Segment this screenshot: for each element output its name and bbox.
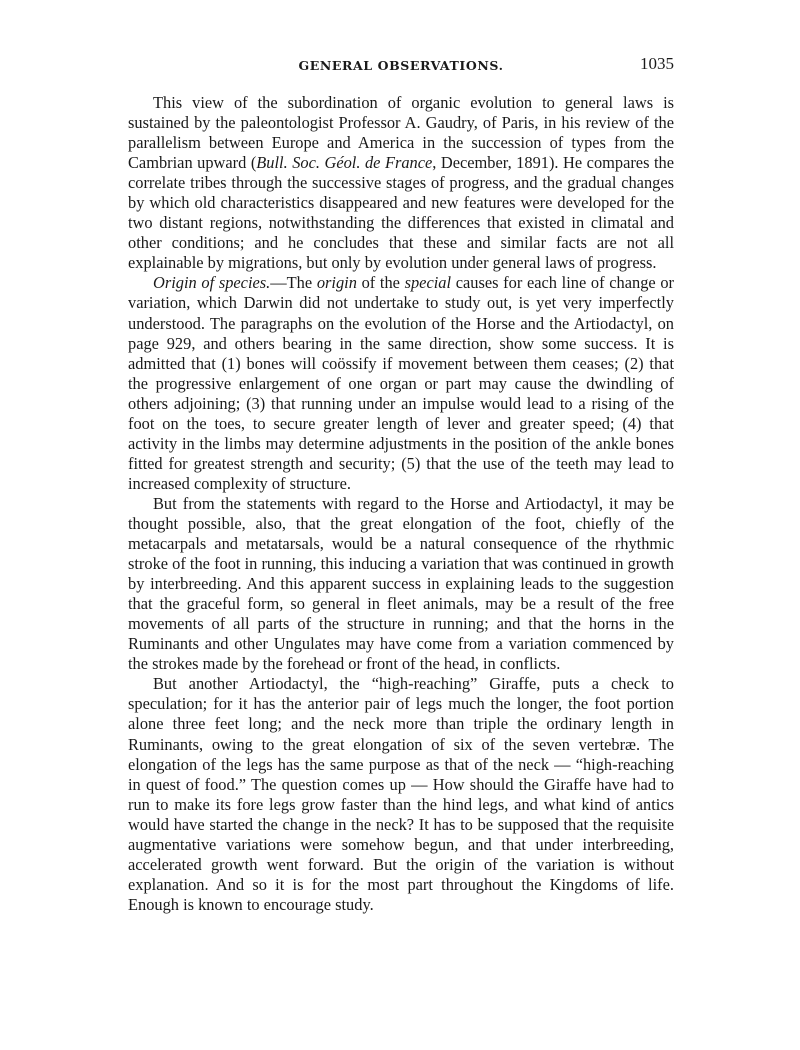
emphasis-special: special (404, 273, 452, 293)
text-segment: causes for each line of change or variation, which Darwin did not undertake to study out, is yet very imperfectly understood. The paragraphs on the evolution of the Horse and the Artiodactyl, on page 929, and others bearing in the same direction, show some success. It is admitted that (1) bones will coössify if movement between them ceases; (2) that the progressive enlargement of one organ or part may cause the dwindling of others adjoining; (3) that running under an impulse would lead to a rising of the foot on the toes, to secure greater length of lever and greater speed; (4) that activity in the limbs may determine adjustments in the position of the ankle bones fitted for greatest strength and security; (5) that the use of the teeth may lead to increased complexity of structure. (128, 273, 674, 493)
emphasis-origin: origin (316, 273, 357, 293)
text-segment: But from the statements with regard to the Horse and Artiodactyl, it may be thought possible, also, that the great elongation of the foot, chiefly of the metacarpals and metatarsals, would be a natural consequence of the rhythmic stroke of the foot in running, this inducing a variation that was continued in growth by interbreeding. And this apparent success in explaining leads to the suggestion that the graceful form, so general in fleet animals, may be a result of the free movements of all parts of the structure in running; and that the horns in the Ruminants and other Ungulates may have come from a variation commenced by the strokes made by the forehead or front of the head, in conflicts. (128, 493, 674, 674)
paragraph-origin-of-species (128, 273, 674, 494)
text-segment: —The (270, 273, 317, 293)
paragraph-gaudry (128, 93, 674, 273)
body-text (128, 93, 674, 915)
section-run-in-heading: Origin of species. (153, 273, 271, 293)
text-segment: But another Artiodactyl, the “high-reaching” Giraffe, puts a check to speculation; for it has the anterior pair of legs much the longer, the foot portion alone three feet long; and the neck more than triple the ordinary length in Ruminants, owing to the great elongation of six of the seven vertebræ. The elongation of the legs has the same purpose as that of the neck — “high-reaching in quest of food.” The question comes up — How should the Giraffe have had to run to make its fore legs grow faster than the hind legs, and what kind of antics would have started the change in the neck? It has to be supposed that the requisite augmentative variations were somehow begun, and that under interbreeding, accelerated growth went forward. But the origin of the variation is without explanation. And so it is for the most part throughout the Kingdoms of life. Enough is known to encourage study. (128, 674, 674, 914)
running-title: GENERAL OBSERVATIONS. (298, 58, 504, 73)
running-head (128, 56, 674, 76)
paragraph-horse-artiodactyl (128, 494, 674, 674)
text-segment: of the (356, 273, 405, 293)
page-number: 1035 (640, 54, 674, 73)
paragraph-giraffe (128, 674, 674, 915)
citation-title: Bull. Soc. Géol. de France (256, 153, 433, 173)
text-segment: This view of the subordination of organic evolution to general laws is sustained by the paleontologist Professor A. Gaudry, of Paris, in his review of the parallelism between Europe and America in the succession of types from the Cambrian upward ( (128, 93, 674, 173)
text-segment: , December, 1891). He compares the correlate tribes through the successive stages of progress, and the gradual changes by which old characteristics disappeared and new features were developed for the two distant regions, notwithstanding the differences that existed in climatal and other conditions; and he concludes that these and similar facts are not all explainable by migrations, but only by evolution under general laws of progress. (128, 153, 675, 273)
